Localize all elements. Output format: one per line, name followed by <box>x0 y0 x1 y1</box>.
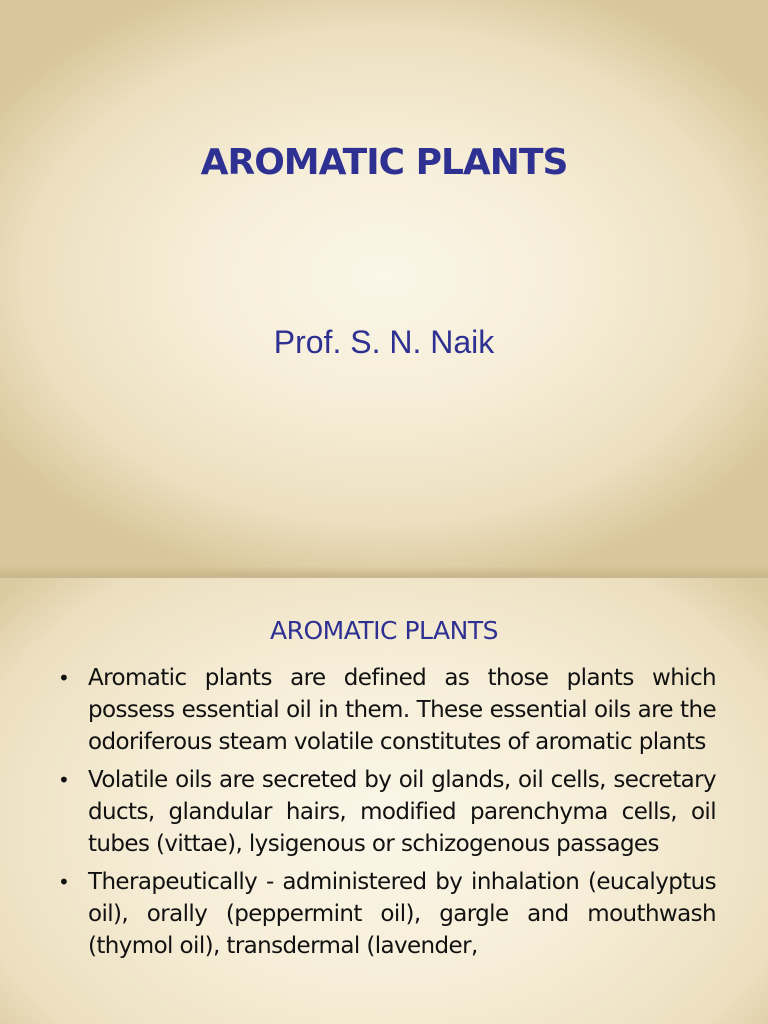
bullet-text: Therapeutically - administered by inhalation (eucalyptus oil), orally (peppermint oil), gargle and mouthwash (thymol oil), transdermal (lavender, <box>88 869 716 959</box>
bullet-item <box>58 764 716 860</box>
slide-2 <box>0 578 768 1024</box>
bullet-item <box>58 662 716 758</box>
slide-title: AROMATIC PLANTS <box>270 616 498 645</box>
slide-title: AROMATIC PLANTS <box>200 142 568 183</box>
bullet-list <box>58 662 716 968</box>
bullet-text: Volatile oils are secreted by oil glands, oil cells, secretary ducts, glandular hairs, modified parenchyma cells, oil tubes (vittae), lysigenous or schizogenous passages <box>88 767 716 857</box>
bullet-dot-icon: • <box>58 666 70 690</box>
slide-subtitle: Prof. S. N. Naik <box>273 324 495 360</box>
bullet-text: Aromatic plants are defined as those plants which possess essential oil in them. These essential oils are the odoriferous steam volatile constitutes of aromatic plants <box>88 665 716 755</box>
bullet-dot-icon: • <box>58 768 70 792</box>
bullet-dot-icon: • <box>58 870 70 894</box>
bullet-item <box>58 866 716 962</box>
